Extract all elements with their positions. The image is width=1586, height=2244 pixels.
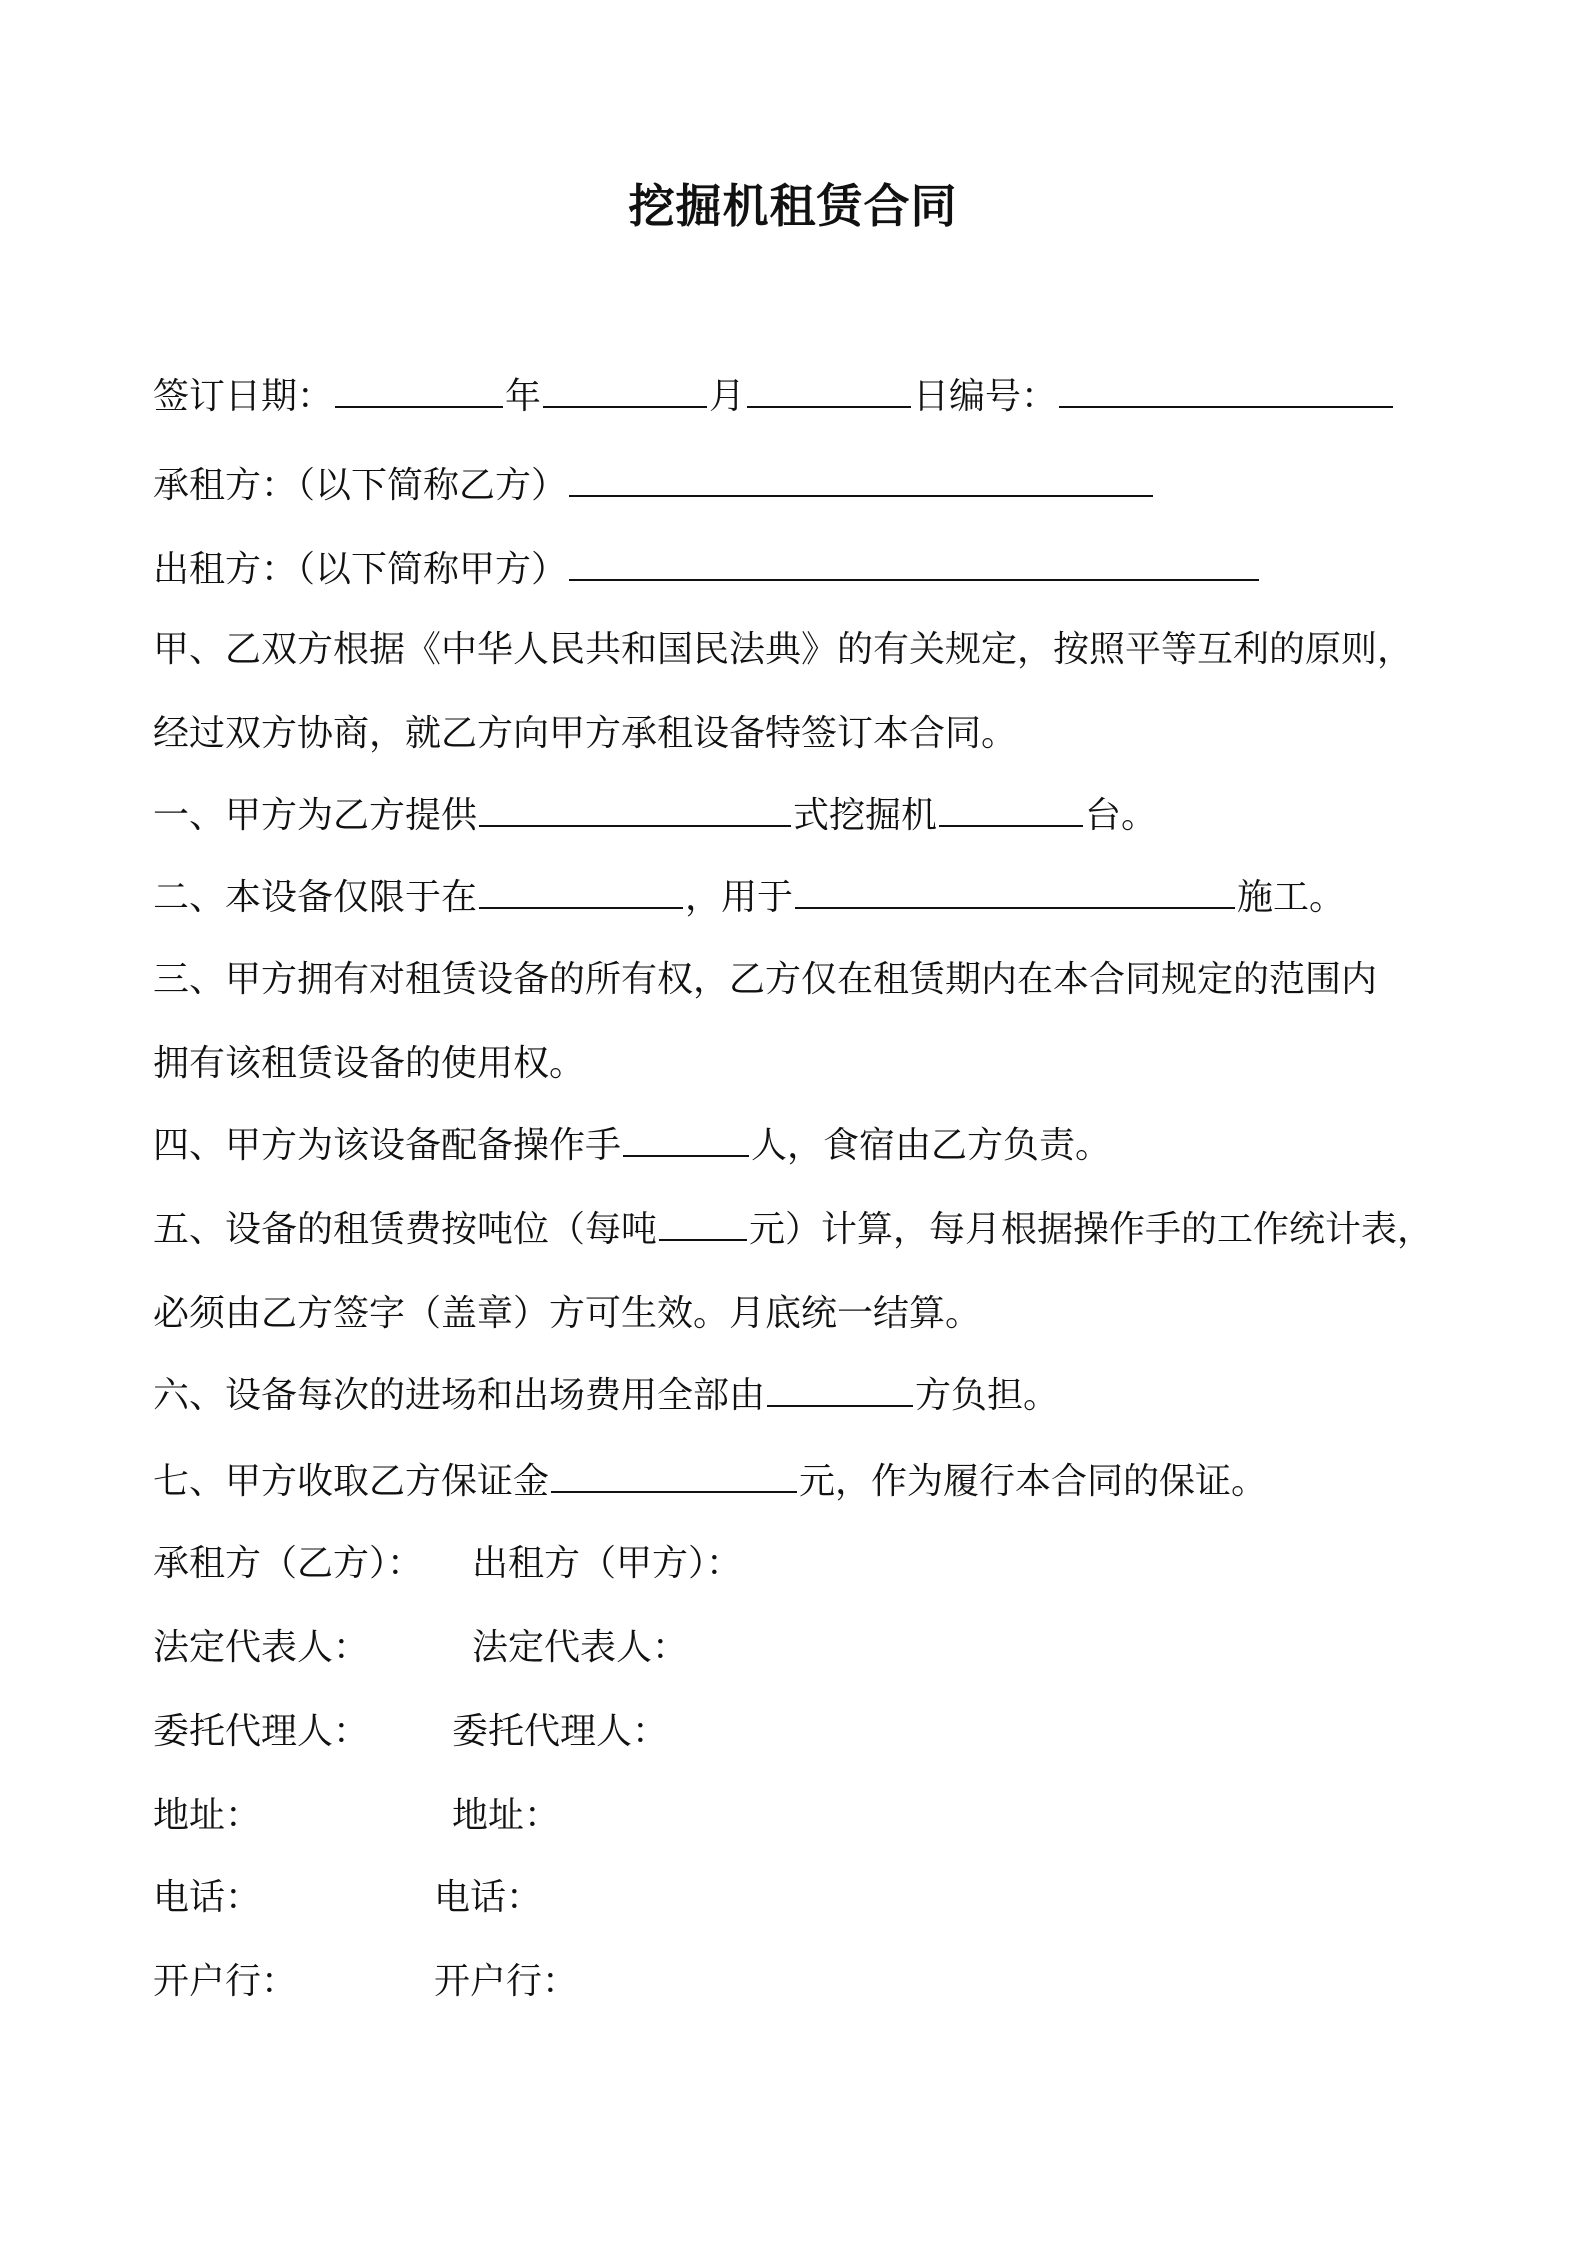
month-blank[interactable] [543, 374, 707, 408]
location-blank[interactable] [479, 875, 683, 909]
bank-left: 开户行： [153, 1961, 298, 2002]
year-blank[interactable] [335, 374, 503, 408]
fee-party-blank[interactable] [767, 1373, 913, 1407]
clause-1-text-b: 式挖掘机 [793, 795, 938, 836]
agent-left: 委托代理人： [153, 1711, 370, 1752]
clause-4-text-a: 四、甲方为该设备配备操作手 [153, 1125, 622, 1166]
clause-4-text-b: 人，食宿由乙方负责。 [751, 1125, 1112, 1166]
clause-1-text-a: 一、甲方为乙方提供 [153, 795, 478, 836]
clause-6-text-b: 方负担。 [915, 1375, 1060, 1416]
day-number-label: 日编号： [913, 376, 1058, 417]
address-right: 地址： [452, 1795, 561, 1836]
agent-right: 委托代理人： [452, 1711, 669, 1752]
clause-2-text-b: ，用于 [685, 877, 794, 918]
clause-5-line-2: 必须由乙方签字（盖章）方可生效。月底统一结算。 [153, 1293, 982, 1334]
clause-7-text-b: 元，作为履行本合同的保证。 [799, 1461, 1268, 1502]
year-label: 年 [505, 376, 542, 417]
clause-2-text-c: 施工。 [1237, 877, 1346, 918]
purpose-blank[interactable] [795, 875, 1235, 909]
excavator-count-blank[interactable] [939, 793, 1083, 827]
lessor-name-blank[interactable] [569, 547, 1259, 581]
clause-5-line-1 [153, 1206, 1433, 1254]
clause-5-text-a: 五、设备的租赁费按吨位（每吨 [153, 1209, 658, 1250]
legal-rep-right: 法定代表人： [472, 1627, 689, 1668]
day-blank[interactable] [747, 374, 911, 408]
price-per-ton-blank[interactable] [659, 1207, 747, 1241]
date-label: 签订日期： [153, 376, 334, 417]
clause-5-text-b: 元）计算，每月根据操作手的工作统计表， [749, 1209, 1434, 1250]
month-label: 月 [709, 376, 746, 417]
legal-rep-left: 法定代表人： [153, 1627, 370, 1668]
excavator-type-blank[interactable] [479, 793, 791, 827]
clause-4 [153, 1122, 1111, 1170]
preamble-line-1: 甲、乙双方根据《中华人民共和国民法典》的有关规定，按照平等互利的原则， [153, 629, 1414, 670]
lessor-party-label: 出租方（甲方）： [472, 1543, 743, 1584]
clause-1-text-c: 台。 [1085, 795, 1158, 836]
date-line [153, 373, 1395, 421]
clause-3-line-2: 拥有该租赁设备的使用权。 [153, 1043, 586, 1084]
lessor-label: 出租方：（以下简称甲方） [153, 549, 568, 590]
clause-3-line-1: 三、甲方拥有对租赁设备的所有权，乙方仅在租赁期内在本合同规定的范围内 [153, 959, 1378, 1000]
phone-left: 电话： [153, 1877, 262, 1918]
lessee-party-label: 承租方（乙方）： [153, 1543, 424, 1584]
operator-count-blank[interactable] [623, 1123, 749, 1157]
document-title: 挖掘机租赁合同 [628, 179, 958, 233]
clause-7 [153, 1458, 1267, 1506]
clause-2 [153, 874, 1345, 922]
clause-1 [153, 792, 1157, 840]
deposit-amount-blank[interactable] [551, 1459, 797, 1493]
lessee-name-blank[interactable] [569, 463, 1153, 497]
lessee-line [153, 462, 1155, 510]
lessee-label: 承租方：（以下简称乙方） [153, 465, 568, 506]
clause-2-text-a: 二、本设备仅限于在 [153, 877, 478, 918]
contract-number-blank[interactable] [1059, 374, 1393, 408]
clause-7-text-a: 七、甲方收取乙方保证金 [153, 1461, 550, 1502]
clause-6 [153, 1372, 1059, 1420]
clause-6-text-a: 六、设备每次的进场和出场费用全部由 [153, 1375, 766, 1416]
preamble-line-2: 经过双方协商，就乙方向甲方承租设备特签订本合同。 [153, 713, 1018, 754]
phone-right: 电话： [434, 1877, 543, 1918]
bank-right: 开户行： [434, 1961, 579, 2002]
lessor-line [153, 546, 1261, 594]
address-left: 地址： [153, 1795, 262, 1836]
